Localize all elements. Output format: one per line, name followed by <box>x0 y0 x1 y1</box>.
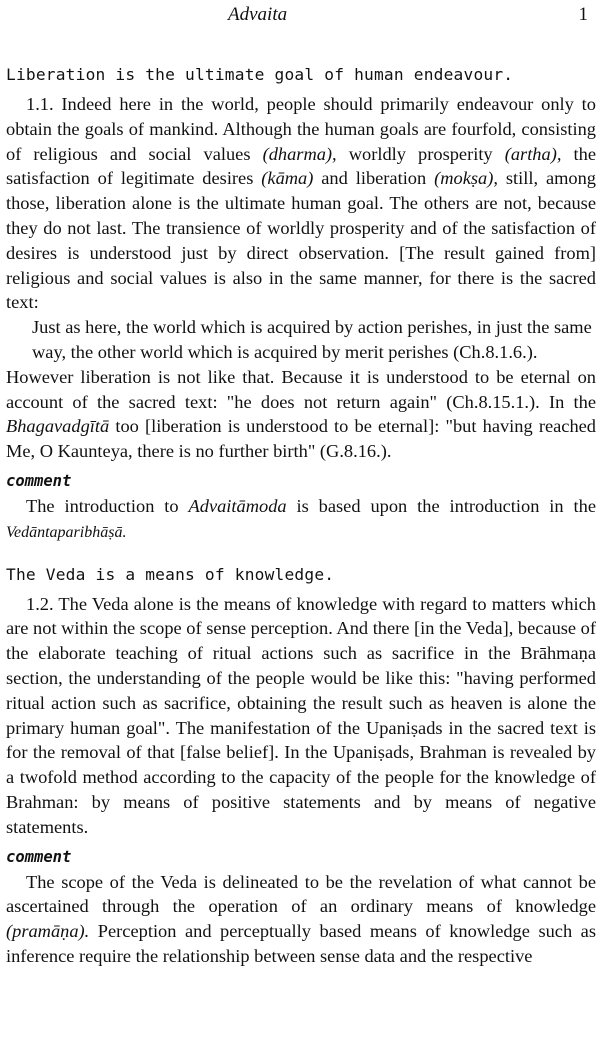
italic-term: (mokṣa), <box>434 168 498 189</box>
text-run: However liberation is not like that. Because it is understood to be eternal on account of the sacred text: "he does not return again" (Ch.8.15.1.). In the <box>6 366 596 412</box>
text-run: 1.1. Indeed here in the world, people should primarily endeavour only to obtain the goals of mankind. Although the human goals are fourfold, consisting of religious and social values <box>6 94 596 164</box>
italic-term: Vedāntaparibhāṣā. <box>6 523 127 541</box>
italic-term: (kāma) <box>261 168 314 189</box>
paragraph-1-1 <box>6 92 596 315</box>
text-run: is based upon the introduction in the <box>286 495 596 516</box>
text-run: The scope of the Veda is delineated to be the revelation of what cannot be ascertained through the operation of an ordinary means of knowledge <box>6 871 596 917</box>
italic-term: Bhagavadgītā <box>6 416 110 437</box>
comment-paragraph-1 <box>6 494 596 546</box>
paragraph-1-1-continued <box>6 365 596 464</box>
page-number: 1 <box>578 4 588 25</box>
text-run: still, among those, liberation alone is the ultimate human goal. The others are not, because they do not last. The transience of worldly prosperity and of the satisfaction of desires is understood just by direct observation. [The result gained from] religious and social values is also in the same manner, for there is the sacred text: <box>6 168 596 313</box>
comment-label: comment <box>6 471 72 490</box>
comment-paragraph-2 <box>6 870 596 969</box>
text-run: too [liberation is understood to be eternal]: "but having reached Me, O Kaunteya, there is no further birth" (G.8.16.). <box>6 416 596 462</box>
section-heading-veda: The Veda is a means of knowledge. <box>6 564 335 584</box>
italic-term: (pramāṇa). <box>6 921 90 942</box>
text-run: Perception and perceptually based means of knowledge such as inference require the relationship between sense data and the respective <box>6 921 596 966</box>
paragraph-1-2: 1.2. The Veda alone is the means of knowledge with regard to matters which are not within the scope of sense perception. And there [in the Veda], because of the elaborate teaching of ritual actions such as sacrifice in the Brāhmaṇa section, the understanding of the people would be like this: "having performed ritual action such as sacrifice, obtaining the result such as heaven is alone the primary human goal". The manifestation of the Upaniṣads in the sacred text is for the removal of that [false belief]. In the Upaniṣads, Brahman is revealed by a twofold method according to the capacity of the people for the knowledge of Brahman: by means of positive statements and by means of negative statements. <box>6 593 596 837</box>
comment-label: comment <box>6 847 72 866</box>
text-run: The introduction to <box>26 495 189 516</box>
italic-term: (dharma), <box>262 143 337 164</box>
text-run: the satisfaction of legitimate desires <box>6 143 596 189</box>
italic-term: Advaitāmoda <box>188 495 287 516</box>
body-text <box>6 62 596 969</box>
section-gap <box>6 546 596 562</box>
text-run: worldly prosperity <box>336 143 505 164</box>
text-run: and liberation <box>313 168 435 189</box>
block-quote: Just as here, the world which is acquired by action perishes, in just the same way, the other world which is acquired by merit perishes (Ch.8.1.6.). <box>32 317 592 362</box>
running-title: Advaita <box>228 4 288 25</box>
italic-term: (artha), <box>504 143 562 164</box>
section-heading-liberation: Liberation is the ultimate goal of human endeavour. <box>6 65 514 84</box>
